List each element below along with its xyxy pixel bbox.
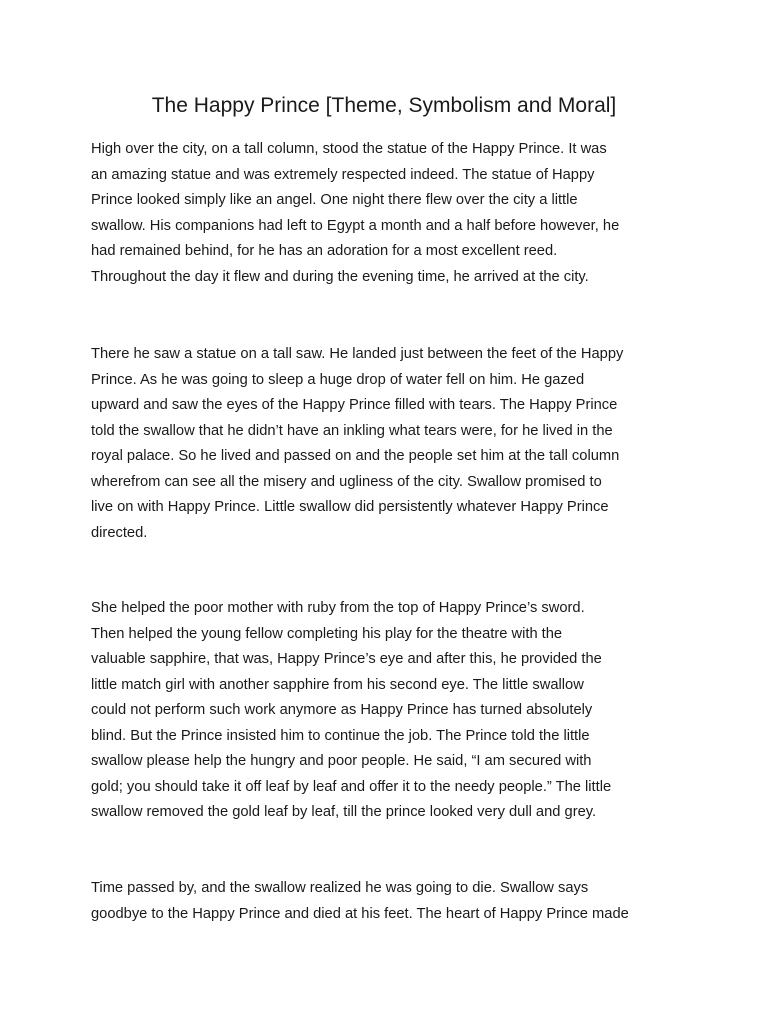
paragraph-line: High over the city, on a tall column, stood the statue of the Happy Prince. It was	[91, 141, 607, 157]
paragraph-2	[91, 342, 691, 546]
paragraph-3	[91, 596, 691, 826]
paragraph-line: Throughout the day it flew and during the evening time, he arrived at the city.	[91, 268, 589, 285]
paragraph-line: Prince looked simply like an angel. One night there flew over the city a little	[91, 192, 578, 208]
paragraph-line: swallow please help the hungry and poor people. He said, “I am secured with	[91, 753, 592, 769]
paragraph-1	[91, 137, 691, 290]
paragraph-line: had remained behind, for he has an adoration for a most excellent reed.	[91, 243, 558, 259]
paragraph-line: There he saw a statue on a tall saw. He landed just between the feet of the Happy	[91, 346, 624, 362]
paragraph-4	[91, 876, 691, 927]
paragraph-line: Then helped the young fellow completing his play for the theatre with the	[91, 625, 563, 642]
paragraph-line: an amazing statue and was extremely respected indeed. The statue of Happy	[91, 166, 595, 183]
paragraph-line: upward and saw the eyes of the Happy Prince filled with tears. The Happy Prince	[91, 397, 618, 413]
paragraph-line: swallow. His companions had left to Egypt a month and a half before however, he	[91, 217, 620, 234]
paragraph-line: directed.	[91, 524, 148, 541]
paragraph-line: swallow removed the gold leaf by leaf, till the prince looked very dull and grey.	[91, 804, 597, 820]
paragraph-line: little match girl with another sapphire from his second eye. The little swallow	[91, 676, 584, 693]
paragraph-line: could not perform such work anymore as Happy Prince has turned absolutely	[91, 702, 593, 718]
paragraph-line: valuable sapphire, that was, Happy Prince’s eye and after this, he provided the	[91, 651, 602, 667]
paragraph-line: gold; you should take it off leaf by leaf and offer it to the needy people.” The little	[91, 778, 612, 795]
paragraph-line: goodbye to the Happy Prince and died at his feet. The heart of Happy Prince made	[91, 905, 629, 922]
document-title: The Happy Prince [Theme, Symbolism and Moral]	[151, 94, 617, 117]
paragraph-line: She helped the poor mother with ruby from the top of Happy Prince’s sword.	[91, 600, 585, 616]
paragraph-line: Prince. As he was going to sleep a huge drop of water fell on him. He gazed	[91, 371, 585, 388]
paragraph-line: wherefrom can see all the misery and ugliness of the city. Swallow promised to	[91, 473, 602, 490]
paragraph-line: told the swallow that he didn’t have an inkling what tears were, for he lived in the	[91, 422, 613, 439]
paragraph-line: Time passed by, and the swallow realized he was going to die. Swallow says	[91, 880, 589, 896]
paragraph-line: royal palace. So he lived and passed on and the people set him at the tall column	[91, 448, 620, 464]
paragraph-line: blind. But the Prince insisted him to continue the job. The Prince told the little	[91, 727, 590, 744]
paragraph-line: live on with Happy Prince. Little swallow did persistently whatever Happy Prince	[91, 499, 609, 515]
